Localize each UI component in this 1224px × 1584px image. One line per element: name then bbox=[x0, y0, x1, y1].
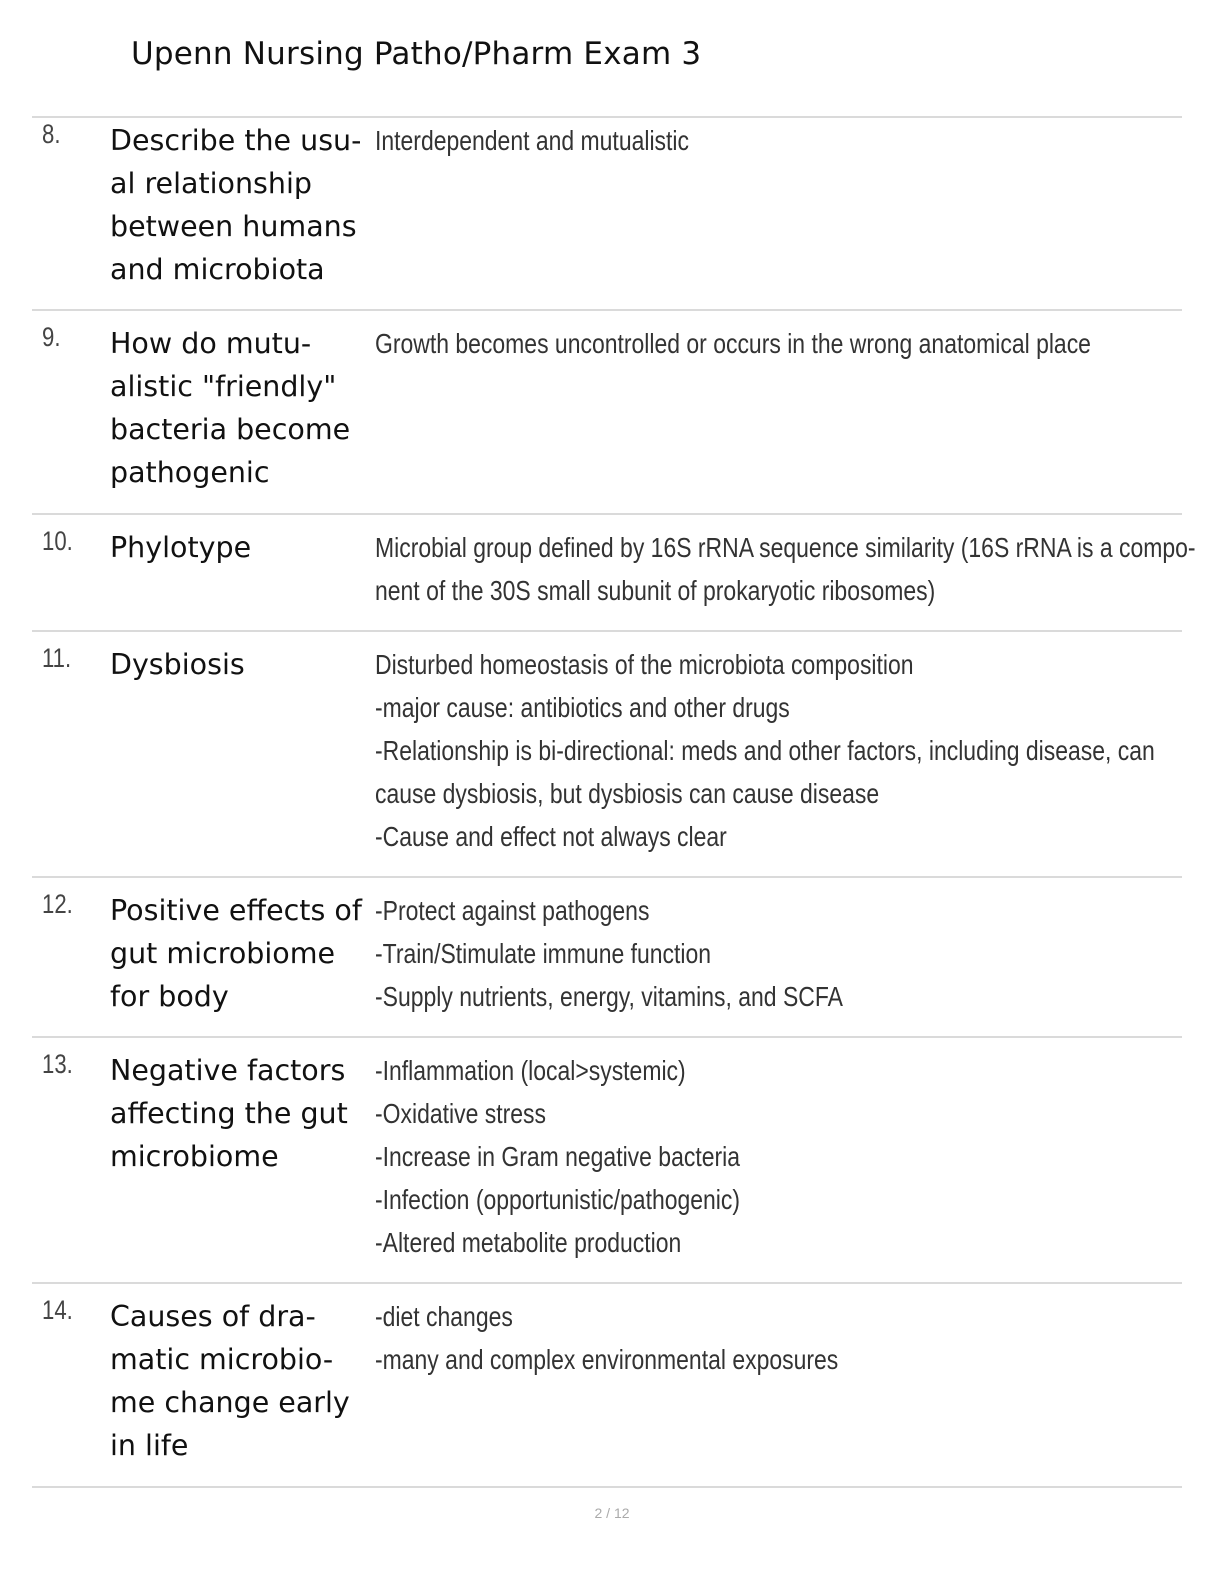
card-number: 12. bbox=[42, 889, 73, 919]
definition-line: Interdependent and mutualistic bbox=[375, 125, 689, 156]
card-definition bbox=[375, 1295, 1179, 1381]
flashcard-13 bbox=[32, 1049, 1182, 1281]
card-definition bbox=[375, 322, 1179, 365]
definition-line: Growth becomes uncontrolled or occurs in the wrong anatomical place bbox=[375, 328, 1091, 359]
page-number: 2 / 12 bbox=[594, 1505, 630, 1521]
card-number: 10. bbox=[42, 526, 73, 556]
card-number: 9. bbox=[42, 322, 61, 352]
page-title: Upenn Nursing Patho/Pharm Exam 3 bbox=[131, 36, 702, 72]
definition-line: -diet changes bbox=[375, 1301, 513, 1332]
card-number: 14. bbox=[42, 1295, 73, 1325]
divider bbox=[32, 1486, 1182, 1488]
card-definition bbox=[375, 119, 1179, 162]
card-definition bbox=[375, 643, 1179, 858]
definition-line: -major cause: antibiotics and other drugs bbox=[375, 692, 790, 723]
card-number: 13. bbox=[42, 1049, 73, 1079]
term-line: How do mutu- bbox=[110, 327, 312, 360]
term-line: affecting the gut bbox=[110, 1097, 348, 1130]
flashcard-8 bbox=[32, 119, 1182, 309]
term-line: me change early bbox=[110, 1386, 350, 1419]
term-line: pathogenic bbox=[110, 456, 270, 489]
divider bbox=[32, 630, 1182, 632]
definition-line: -Infection (opportunistic/pathogenic) bbox=[375, 1184, 741, 1215]
term-line: microbiome bbox=[110, 1140, 279, 1173]
term-line: Causes of dra- bbox=[110, 1300, 316, 1333]
card-term bbox=[110, 119, 380, 291]
definition-line: -Train/Stimulate immune function bbox=[375, 938, 712, 969]
card-term bbox=[110, 1295, 380, 1467]
flashcard-11 bbox=[32, 643, 1182, 875]
card-number: 11. bbox=[42, 643, 72, 673]
definition-line: nent of the 30S small subunit of prokaryotic ribosomes) bbox=[375, 575, 936, 606]
term-line: Phylotype bbox=[110, 531, 252, 564]
term-line: in life bbox=[110, 1429, 189, 1462]
divider bbox=[32, 513, 1182, 515]
card-definition bbox=[375, 889, 1179, 1018]
definition-line: Microbial group defined by 16S rRNA sequence similarity (16S rRNA is a compo- bbox=[375, 532, 1196, 563]
definition-line: -Inflammation (local>systemic) bbox=[375, 1055, 686, 1086]
definition-line: -Protect against pathogens bbox=[375, 895, 650, 926]
term-line: between humans bbox=[110, 210, 357, 243]
card-term bbox=[110, 643, 380, 686]
flashcard-9 bbox=[32, 322, 1182, 512]
term-line: Describe the usu- bbox=[110, 124, 362, 157]
term-line: matic microbio- bbox=[110, 1343, 334, 1376]
divider bbox=[32, 1282, 1182, 1284]
definition-line: -many and complex environmental exposures bbox=[375, 1344, 839, 1375]
card-term bbox=[110, 1049, 380, 1178]
card-number: 8. bbox=[42, 119, 61, 149]
term-line: al relationship bbox=[110, 167, 312, 200]
flashcard-12 bbox=[32, 889, 1182, 1036]
term-line: Negative factors bbox=[110, 1054, 346, 1087]
divider bbox=[32, 876, 1182, 878]
divider bbox=[32, 309, 1182, 311]
card-term bbox=[110, 526, 380, 569]
card-definition bbox=[375, 1049, 1179, 1264]
term-line: and microbiota bbox=[110, 253, 325, 286]
definition-line: Disturbed homeostasis of the microbiota composition bbox=[375, 649, 914, 680]
flashcard-14 bbox=[32, 1295, 1182, 1485]
term-line: alistic "friendly" bbox=[110, 370, 337, 403]
term-line: for body bbox=[110, 980, 229, 1013]
term-line: Dysbiosis bbox=[110, 648, 245, 681]
term-line: gut microbiome bbox=[110, 937, 336, 970]
card-definition bbox=[375, 526, 1196, 612]
card-term bbox=[110, 322, 380, 494]
definition-line: -Relationship is bi-directional: meds and other factors, including disease, can bbox=[375, 735, 1155, 766]
definition-line: -Cause and effect not always clear bbox=[375, 821, 727, 852]
term-line: bacteria become bbox=[110, 413, 351, 446]
definition-line: cause dysbiosis, but dysbiosis can cause disease bbox=[375, 778, 880, 809]
flashcard-10 bbox=[32, 526, 1196, 631]
divider bbox=[32, 1036, 1182, 1038]
definition-line: -Oxidative stress bbox=[375, 1098, 546, 1129]
definition-line: -Increase in Gram negative bacteria bbox=[375, 1141, 740, 1172]
divider bbox=[32, 116, 1182, 118]
card-term bbox=[110, 889, 380, 1018]
definition-line: -Altered metabolite production bbox=[375, 1227, 682, 1258]
term-line: Positive effects of bbox=[110, 894, 362, 927]
definition-line: -Supply nutrients, energy, vitamins, and SCFA bbox=[375, 981, 843, 1012]
